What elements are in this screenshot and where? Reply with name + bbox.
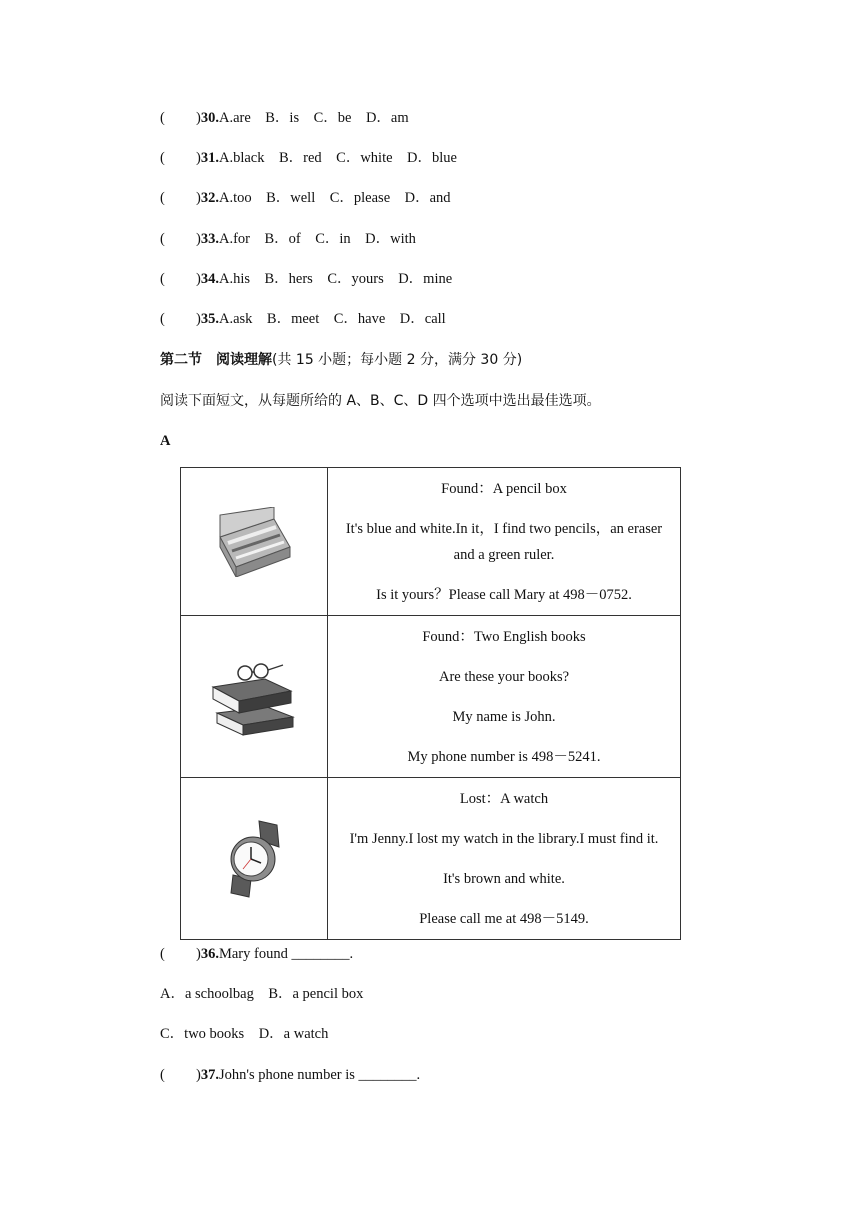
instruction: 阅读下面短文，从每题所给的 A、B、C、D 四个选项中选出最佳选项。	[160, 393, 601, 409]
question-stem: Mary found ________.	[218, 946, 354, 962]
question-31: ( )31.A.black B．red C．white D．blue	[160, 150, 457, 166]
options: A.ask B．meet C．have D．call	[218, 311, 446, 327]
section-title: 第二节 阅读理解	[160, 352, 272, 368]
options: A.for B．of C．in D．with	[218, 231, 416, 247]
options: A.black B．red C．white D．blue	[218, 150, 457, 166]
notice-image-cell	[181, 468, 328, 616]
notice-heading: Found：Two English books	[422, 628, 586, 645]
notice-line: My phone number is 498－5241.	[407, 748, 601, 765]
notice-line: It's brown and white.	[443, 870, 565, 887]
notice-line: I'm Jenny.I lost my watch in the library.I must find it.	[349, 830, 659, 847]
notice-line: My name is John.	[452, 708, 556, 725]
options: A.too B．well C．please D．and	[218, 190, 451, 206]
question-34: ( )34.A.his B．hers C．yours D．mine	[160, 271, 453, 287]
options: A.are B．is C．be D．am	[218, 110, 409, 126]
question-35: ( )35.A.ask B．meet C．have D．call	[160, 311, 446, 327]
notice-text-cell	[328, 616, 681, 778]
question-36: ( )36.Mary found ________.	[160, 946, 354, 962]
watch-image	[219, 819, 289, 899]
notice-heading: Lost：A watch	[459, 790, 549, 807]
notice-line: and a green ruler.	[453, 546, 555, 563]
answer-blank: (	[160, 110, 165, 126]
question-33: ( )33.A.for B．of C．in D．with	[160, 231, 416, 247]
notice-heading: Found：A pencil box	[441, 480, 567, 497]
passage-label: A	[160, 433, 171, 449]
question-37: ( )37.John's phone number is ________.	[160, 1067, 421, 1083]
notice-row	[181, 468, 681, 616]
question-30: ( )30.A.are B．is C．be D．am	[160, 110, 409, 126]
notice-line: Is it yours？Please call Mary at 498－0752.	[376, 586, 632, 603]
pencil-box-image	[214, 507, 294, 577]
question-32: ( )32.A.too B．well C．please D．and	[160, 190, 451, 206]
notice-row	[181, 616, 681, 778]
question-36-options-2: C．two books D．a watch	[160, 1026, 329, 1042]
notice-text-cell	[328, 468, 681, 616]
notice-line: Please call me at 498－5149.	[419, 910, 589, 927]
notice-text-cell	[328, 778, 681, 940]
notice-image-cell	[181, 616, 328, 778]
notice-row	[181, 778, 681, 940]
notice-image-cell	[181, 778, 328, 940]
notice-line: It's blue and white.In it，I find two pencils，an eraser	[345, 520, 663, 537]
notices-table	[180, 467, 681, 940]
question-36-options-1: A．a schoolbag B．a pencil box	[160, 986, 364, 1002]
section-heading	[160, 350, 522, 370]
section-note: (共 15 小题；每小题 2 分，满分 30 分)	[272, 352, 523, 368]
question-stem: John's phone number is ________.	[218, 1067, 421, 1083]
books-image	[209, 657, 299, 737]
options: A.his B．hers C．yours D．mine	[218, 271, 453, 287]
notice-line: Are these your books?	[438, 668, 570, 685]
